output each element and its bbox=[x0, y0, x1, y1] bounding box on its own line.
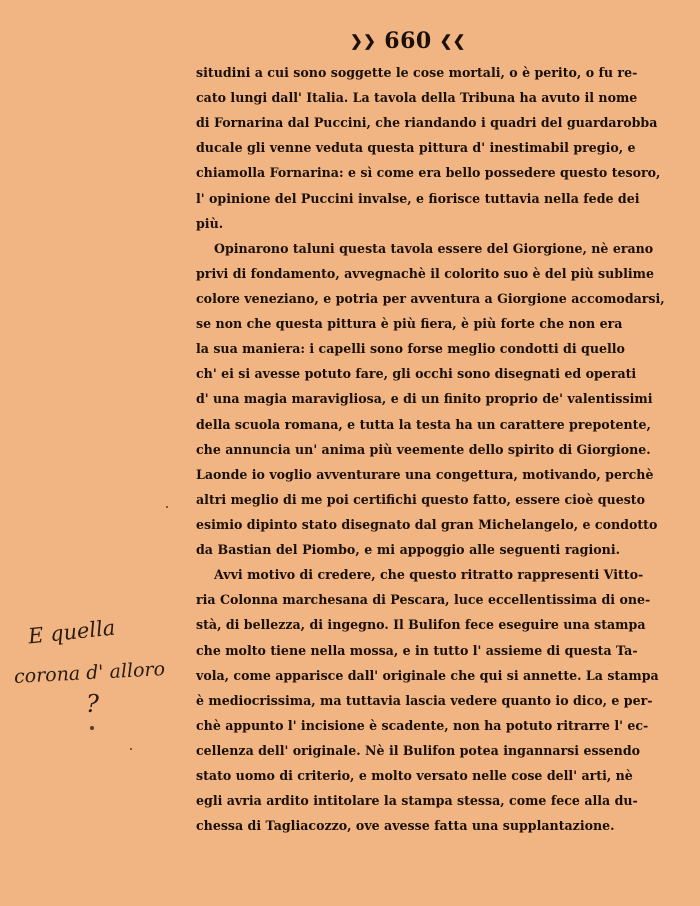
text-line: che molto tiene nella mossa, e in tutto l' assieme di questa Ta- bbox=[196, 642, 638, 658]
text-line: altri meglio di me poi certifichi questo fatto, essere cioè questo bbox=[196, 491, 646, 507]
text-line: ducale gli venne veduta questa pittura d' inestimabil pregio, e bbox=[196, 140, 636, 156]
text-line: se non che questa pittura è più fiera, è più forte che non era bbox=[196, 316, 623, 332]
note-line-2: corona d' alloro bbox=[13, 658, 166, 688]
text-line: chessa di Tagliacozzo, ove avesse fatta una supplantazione. bbox=[196, 818, 615, 834]
text-line: è mediocrissima, ma tuttavia lascia vedere quanto io dico, e per- bbox=[196, 692, 653, 708]
text-line: più. bbox=[196, 215, 224, 231]
text-line: da Bastian del Piombo, e mi appoggio alle seguenti ragioni. bbox=[196, 542, 620, 558]
text-line: d' una magia maravigliosa, e di un finito proprio de' valentissimi bbox=[196, 391, 653, 407]
text-line: cellenza dell' originale. Nè il Bulifon potea ingannarsi essendo bbox=[196, 742, 641, 758]
text-line: ria Colonna marchesana di Pescara, luce eccellentissima di one- bbox=[196, 592, 651, 608]
page-header bbox=[196, 28, 620, 54]
text-line: ch' ei si avesse potuto fare, gli occhi sono disegnati ed operati bbox=[196, 366, 637, 382]
text-line: che annuncia un' anima più veemente dello spirito di Giorgione. bbox=[196, 441, 651, 457]
text-line: cato lungi dall' Italia. La tavola della Tribuna ha avuto il nome bbox=[196, 90, 638, 106]
text-line: di Fornarina dal Puccini, che riandando i quadri del guardarobba bbox=[196, 115, 658, 131]
text-line: Avvi motivo di credere, che questo ritratto rappresenti Vitto- bbox=[214, 567, 644, 583]
text-line: stato uomo di criterio, e molto versato nelle cose dell' arti, nè bbox=[196, 768, 633, 784]
handwritten-margin-note bbox=[13, 615, 194, 748]
text-line: della scuola romana, e tutta la testa ha un carattere prepotente, bbox=[196, 416, 651, 432]
ornament-right-icon: ❮❮ bbox=[439, 32, 466, 50]
text-line: vola, come apparisce dall' originale che qui si annette. La stampa bbox=[196, 667, 659, 683]
text-line: esimio dipinto stato disegnato dal gran Michelangelo, e condotto bbox=[196, 516, 658, 532]
ink-dot bbox=[90, 726, 94, 730]
text-line: la sua maniera: i capelli sono forse meglio condotti di quello bbox=[196, 341, 625, 357]
text-line: stà, di bellezza, di ingegno. Il Bulifon fece eseguire una stampa bbox=[196, 617, 646, 633]
body-text bbox=[196, 60, 665, 838]
text-line: Laonde io voglio avventurare una congettura, motivando, perchè bbox=[196, 466, 654, 482]
ornament-left-icon: ❯❯ bbox=[350, 32, 377, 50]
text-line: Opinarono taluni questa tavola essere del Giorgione, nè erano bbox=[214, 240, 654, 256]
text-line: egli avria ardito intitolare la stampa stessa, come fece alla du- bbox=[196, 793, 638, 809]
paper-speck bbox=[166, 506, 168, 508]
text-line: l' opinione del Puccini invalse, e fiorisce tuttavia nella fede dei bbox=[196, 190, 640, 206]
text-line: situdini a cui sono soggette le cose mortali, o è perito, o fu re- bbox=[196, 65, 638, 80]
text-line: chè appunto l' incisione è scadente, non ha potuto ritrarre l' ec- bbox=[196, 717, 649, 733]
page-number: 660 bbox=[384, 28, 432, 54]
note-line-3: ? bbox=[86, 690, 99, 718]
text-line: privi di fondamento, avvegnachè il colorito suo è del più sublime bbox=[196, 265, 654, 281]
text-line: colore veneziano, e potria per avventura a Giorgione accomodarsi, bbox=[196, 290, 665, 306]
paper-speck bbox=[130, 748, 132, 750]
note-line-1: E quella bbox=[26, 615, 117, 649]
text-line: chiamolla Fornarina: e sì come era bello possedere questo tesoro, bbox=[196, 165, 661, 181]
